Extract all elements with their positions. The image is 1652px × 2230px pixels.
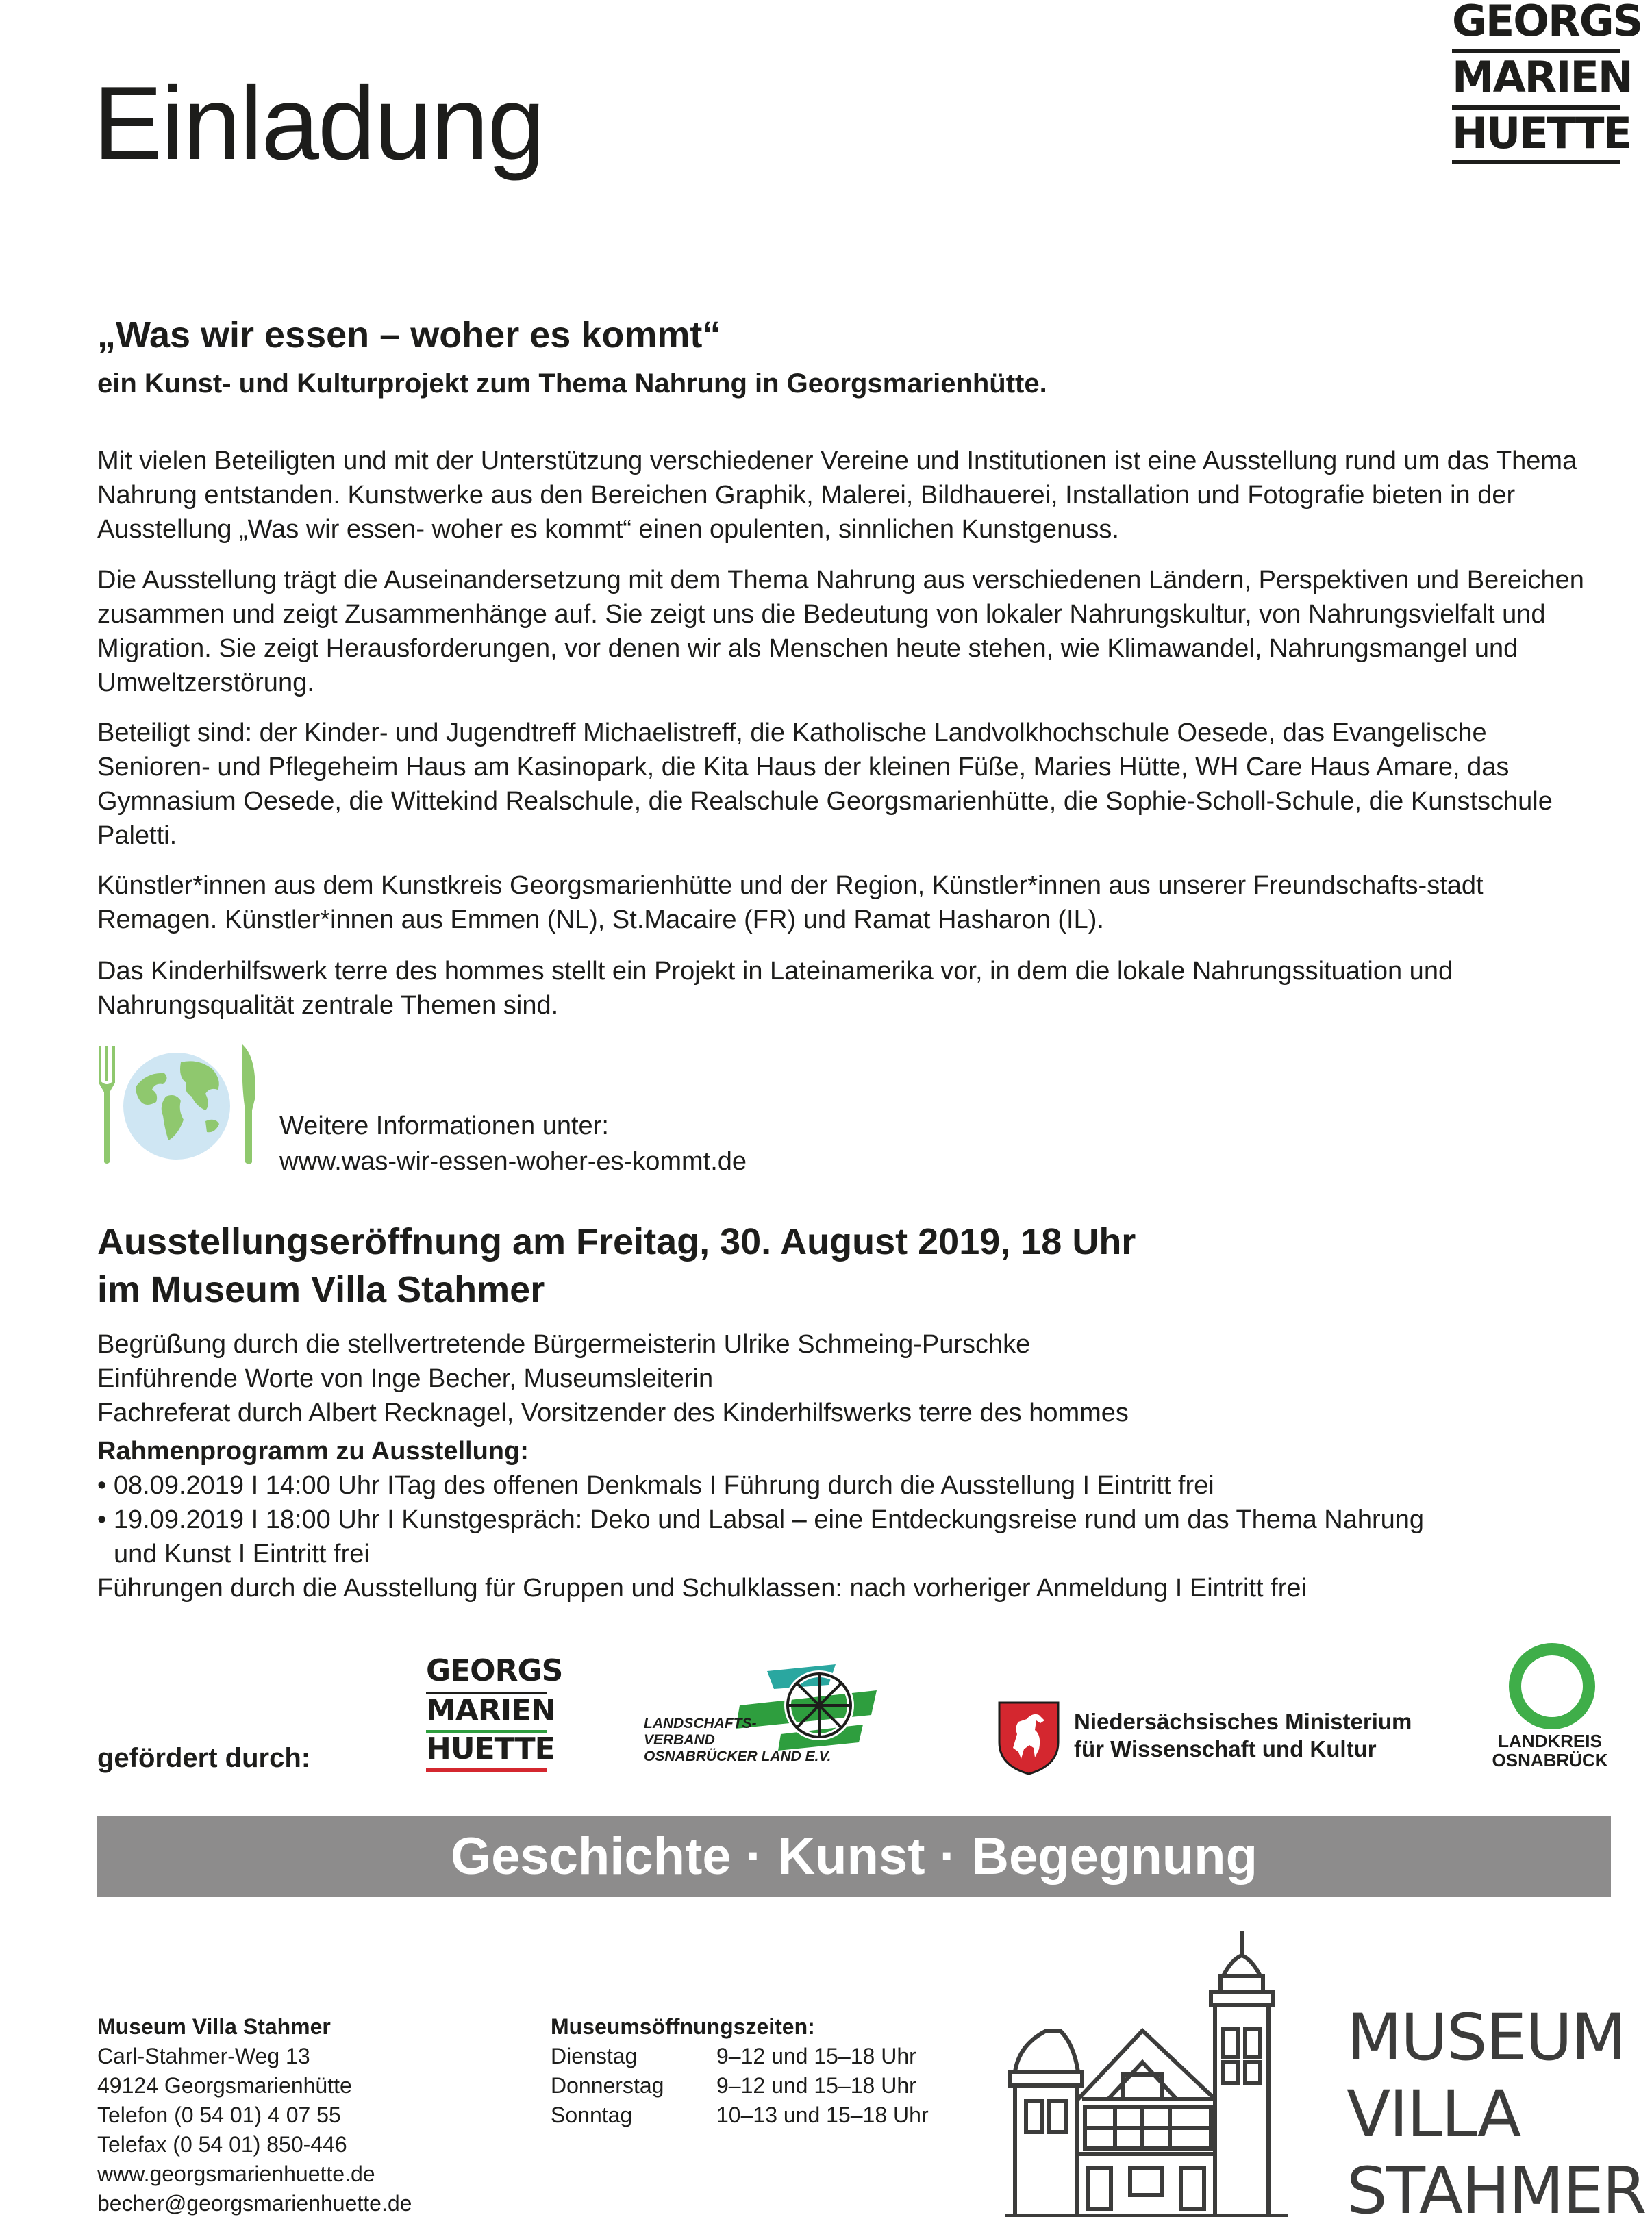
logo-line: GEORGS: [1452, 0, 1642, 46]
opening-date: Ausstellungseröffnung am Freitag, 30. August 2019, 18 Uhr: [97, 1221, 1136, 1262]
phone-line: Telefon (0 54 01) 4 07 55: [97, 2103, 341, 2127]
website-link[interactable]: www.georgsmarienhuette.de: [97, 2162, 375, 2186]
opening-venue: im Museum Villa Stahmer: [97, 1269, 545, 1310]
logo-line: HUETTE: [426, 1730, 547, 1772]
landkreis-text: LANDKREIS OSNABRÜCK: [1492, 1731, 1608, 1770]
project-subheadline: ein Kunst- und Kulturprojekt zum Thema Nahrung in Georgsmarienhütte.: [97, 368, 1047, 399]
museum-name: Museum Villa Stahmer: [97, 2014, 331, 2039]
program-item: • 19.09.2019 I 18:00 Uhr I Kunstgespräch: Deko und Labsal – eine Entdeckungsreise rund um das Thema Nahrung: [97, 1505, 1425, 1534]
landschaftsverband-text: LANDSCHAFTS- VERBAND OSNABRÜCKER LAND E.V.: [644, 1716, 831, 1764]
niedersachsen-horse-icon: [997, 1700, 1061, 1775]
hours-heading: Museumsöffnungszeiten:: [551, 2014, 815, 2039]
ministerium-text: Niedersächsisches Ministerium für Wissenschaft und Kultur: [1074, 1709, 1412, 1762]
logo-line: STAHMER: [1347, 2154, 1646, 2229]
project-website-link[interactable]: www.was-wir-essen-woher-es-kommt.de: [279, 1147, 747, 1176]
tagline-band: Geschichte · Kunst · Begegnung: [97, 1816, 1611, 1897]
program-item: • 08.09.2019 I 14:00 Uhr ITag des offenen Denkmals I Führung durch die Ausstellung I Eintritt frei: [97, 1471, 1214, 1500]
speaker-line: Fachreferat durch Albert Recknagel, Vorsitzender des Kinderhilfswerks terre des hommes: [97, 1399, 1129, 1427]
logo-line: GEORGS: [426, 1653, 563, 1688]
fax-line: Telefax (0 54 01) 850-446: [97, 2132, 347, 2157]
logo-line: HUETTE: [1452, 105, 1620, 164]
intro-paragraph: Mit vielen Beteiligten und mit der Unterstützung verschiedener Vereine und Institutionen ist eine Ausstellung rund um das Thema Nahrung entstanden. Kunstwerke aus den Bereichen Graphik, Malerei, Bildhauerei, Installation und Fotografie bieten in der Ausstellung „Was wir essen- woher es kommt“ einen opulenten, sinnlichen Kunstgenuss.: [97, 447, 1577, 544]
logo-line: MARIEN: [1452, 49, 1620, 105]
exhibition-paragraph: Die Ausstellung trägt die Auseinandersetzung mit dem Thema Nahrung aus verschiedenen Ländern, Perspektiven und Bereichen zusammen und zeigt Zusammenhänge auf. Sie zeigt uns die Bedeutung von lokaler Nahrungskultur, von Nahrungsvielfalt und Migration. Sie zeigt Herausforderungen, vor denen wir als Menschen heute stehen, wie Klimawandel, Nahrungsmangel und Umweltzerstörung.: [97, 566, 1584, 697]
georgsmarienhuette-logo: [1452, 0, 1642, 164]
opening-hours: [551, 2012, 929, 2130]
hours-row: Donnerstag 9–12 und 15–18 Uhr: [551, 2073, 916, 2098]
participants-paragraph: Beteiligt sind: der Kinder- und Jugendtreff Michaelistreff, die Katholische Landvolkhochschule Oesede, das Evangelische Senioren- und Pflegeheim Haus am Kasinopark, die Kita Haus der kleinen Füße, Maries Hütte, WH Care Haus Amare, das Gymnasium Oesede, die Wittekind Realschule, die Realschule Georgsmarienhütte, die Sophie-Scholl-Schule, die Kunstschule Paletti.: [97, 718, 1553, 850]
speaker-line: Begrüßung durch die stellvertretende Bürgermeisterin Ulrike Schmeing-Purschke: [97, 1330, 1031, 1359]
group-tours: Führungen durch die Ausstellung für Gruppen und Schulklassen: nach vorheriger Anmeldung I Eintritt frei: [97, 1574, 1307, 1603]
email-link[interactable]: becher@georgsmarienhuette.de: [97, 2191, 412, 2216]
page-title: Einladung: [93, 65, 545, 181]
opening-heading: [97, 1218, 1136, 1314]
address-line: 49124 Georgsmarienhütte: [97, 2073, 352, 2098]
sponsors-label: gefördert durch:: [97, 1743, 311, 1773]
hours-row: Dienstag 9–12 und 15–18 Uhr: [551, 2044, 916, 2068]
more-info: [279, 1108, 747, 1179]
address-line: Carl-Stahmer-Weg 13: [97, 2044, 310, 2068]
hours-row: Sonntag 10–13 und 15–18 Uhr: [551, 2103, 929, 2127]
museum-address: [97, 2012, 412, 2218]
globe-fork-knife-icon: [96, 1044, 260, 1168]
villa-building-icon: [1005, 1928, 1288, 2217]
project-headline: „Was wir essen – woher es kommt“: [97, 314, 721, 355]
terre-des-hommes-paragraph: Das Kinderhilfswerk terre des hommes stellt ein Projekt in Lateinamerika vor, in dem die lokale Nahrungssituation und Nahrungsqualität zentrale Themen sind.: [97, 957, 1453, 1020]
sponsor-georgsmarienhuette-logo: [426, 1653, 563, 1772]
logo-line: MUSEUM: [1347, 2001, 1625, 2075]
program-item-continued: und Kunst I Eintritt frei: [114, 1540, 370, 1568]
museum-villa-stahmer-logo: [1347, 2000, 1646, 2230]
program-heading: Rahmenprogramm zu Ausstellung:: [97, 1437, 529, 1466]
more-info-label: Weitere Informationen unter:: [279, 1112, 609, 1140]
speaker-line: Einführende Worte von Inge Becher, Museumsleiterin: [97, 1364, 714, 1393]
logo-line: MARIEN: [426, 1692, 547, 1730]
artists-paragraph: Künstler*innen aus dem Kunstkreis Georgsmarienhütte und der Region, Künstler*innen aus unserer Freundschafts-stadt Remagen. Künstler*innen aus Emmen (NL), St.Macaire (FR) und Ramat Hasharon (IL).: [97, 871, 1484, 934]
hours-table: [551, 2042, 929, 2130]
logo-line: VILLA: [1347, 2077, 1520, 2152]
landkreis-ring-icon: [1497, 1642, 1607, 1730]
program-section: [97, 1327, 1604, 1605]
